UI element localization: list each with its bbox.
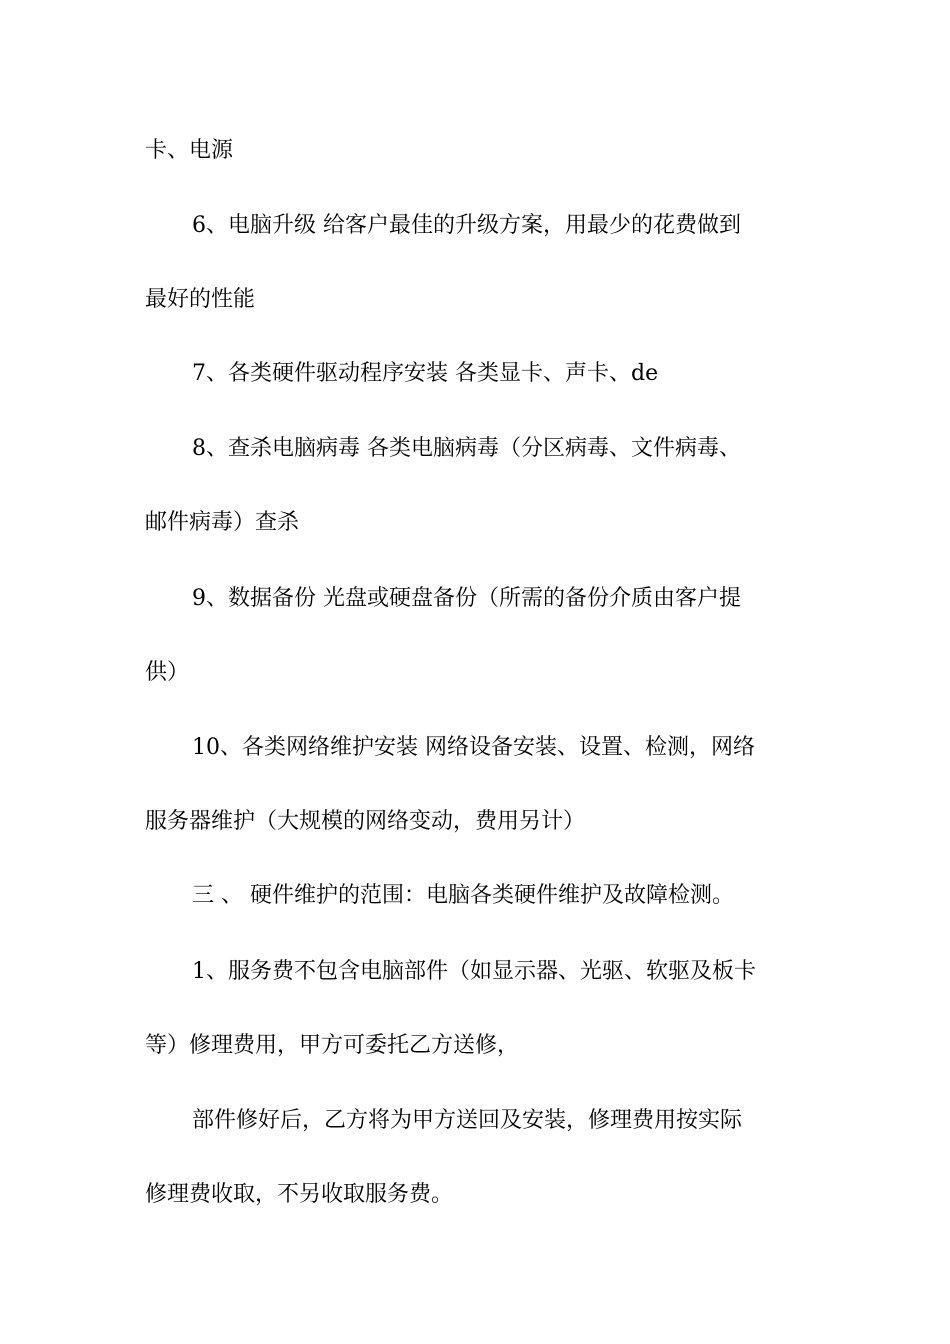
text-line-3: 最好的性能 (145, 287, 256, 312)
text-line-8: 供） (145, 660, 190, 685)
text-line-2: 6、电脑升级 给客户最佳的升级方案，用最少的花费做到 (192, 213, 741, 238)
text-line-13: 等）修理费用，甲方可委托乙方送修， (145, 1033, 520, 1058)
text-line-4: 7、各类硬件驱动程序安装 各类显卡、声卡、de (192, 361, 659, 386)
text-line-6: 邮件病毒）查杀 (145, 510, 300, 535)
text-line-1: 卡、电源 (145, 138, 234, 163)
text-line-9: 10、各类网络维护安装 网络设备安装、设置、检测，网络 (192, 735, 755, 760)
text-line-14: 部件修好后，乙方将为甲方送回及安装，修理费用按实际 (192, 1108, 743, 1133)
text-line-11: 三 、 硬件维护的范围：电脑各类硬件维护及故障检测。 (192, 883, 734, 908)
text-line-12: 1、服务费不包含电脑部件（如显示器、光驱、软驱及板卡 (192, 959, 756, 984)
text-line-7: 9、数据备份 光盘或硬盘备份（所需的备份介质由客户提 (192, 586, 741, 611)
text-line-10: 服务器维护（大规模的网络变动，费用另计） (145, 809, 586, 834)
text-line-15: 修理费收取，不另收取服务费。 (145, 1182, 454, 1207)
text-line-5: 8、查杀电脑病毒 各类电脑病毒（分区病毒、文件病毒、 (192, 436, 741, 461)
